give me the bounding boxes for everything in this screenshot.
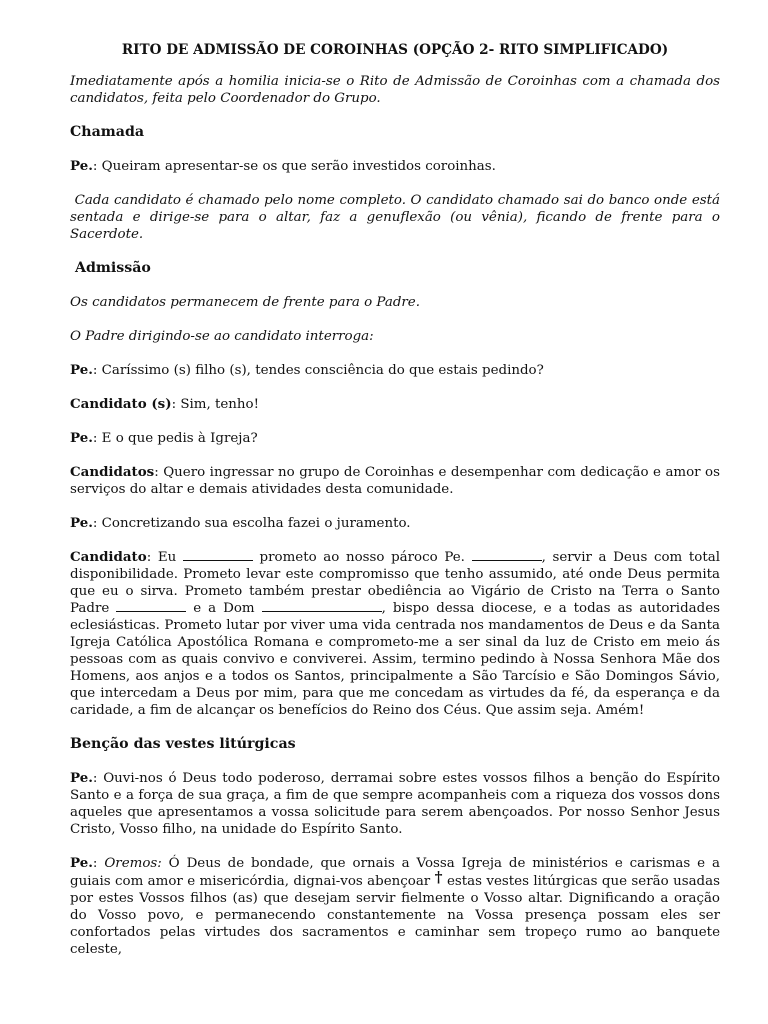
speaker-label: Candidato: [70, 549, 147, 565]
bishop-name-blank: [262, 600, 382, 612]
priest-question-2: Pe.: E o que pedis à Igreja?: [70, 430, 258, 446]
chamada-priest-line: Pe.: Queiram apresentar-se os que serão investidos coroinhas.: [70, 158, 496, 174]
priest-question-1: Pe.: Caríssimo (s) filho (s), tendes consciência do que estais pedindo?: [70, 362, 544, 378]
priest-question-3: Pe.: Concretizando sua escolha fazei o juramento.: [70, 515, 411, 531]
cross-icon: †: [434, 868, 443, 886]
blessing-paragraph-1: Pe.: Ouvi-nos ó Deus todo poderoso, derramai sobre estes vossos filhos a benção do Espírito Santo e a força de sua graça, a fim de que sempre acompanheis com a riqueza dos vossos dons aqueles que apresentamos a vossa solicitude para serem abençoados. Por nosso Senhor Jesus Cristo, Vosso filho, na unidade do Espírito Santo.: [70, 770, 720, 837]
pastor-name-blank: [472, 549, 542, 561]
section-heading-admissao: Admissão: [70, 260, 151, 276]
document-title: RITO DE ADMISSÃO DE COROINHAS (OPÇÃO 2- RITO SIMPLIFICADO): [121, 42, 669, 58]
blessing-paragraph-2: Pe.: Oremos: Ó Deus de bondade, que ornais a Vossa Igreja de ministérios e carismas e a guiais com amor e misericórdia, dignai-vos abençoar † estas vestes litúrgicas que serão usadas por estes Vossos filhos (as) que desejam servir fielmente o Vosso altar. Dignificando a oração do Vosso povo, e permanecendo constantemente na Vossa presença possam eles ser confortados pelas virtudes dos sacramentos e caminhar sem tropeço rumo ao banquete celeste,: [70, 855, 720, 957]
name-blank: [183, 549, 253, 561]
admissao-rubric-1: Os candidatos permanecem de frente para o Padre.: [70, 295, 420, 310]
speaker-label: Pe.: [70, 158, 93, 174]
candidate-answer-1: Candidato (s): Sim, tenho!: [70, 396, 259, 412]
speaker-label: Pe.: [70, 362, 93, 378]
speaker-label: Pe.: [70, 770, 93, 786]
speaker-label: Candidato (s): [70, 396, 172, 412]
speaker-label: Pe.: [70, 515, 93, 531]
section-heading-bencao: Benção das vestes litúrgicas: [70, 736, 296, 752]
chamada-rubric: Cada candidato é chamado pelo nome completo. O candidato chamado sai do banco onde está sentada e dirige-se para o altar, faz a genuflexão (ou vênia), ficando de frente para o Sacerdote.: [70, 193, 725, 242]
speaker-label: Pe.: [70, 855, 93, 871]
pope-name-blank: [116, 600, 186, 612]
speaker-label: Candidatos: [70, 464, 155, 480]
candidate-answer-2: Candidatos: Quero ingressar no grupo de Coroinhas e desempenhar com dedicação e amor os serviços do altar e demais atividades desta comunidade.: [70, 464, 720, 497]
intro-rubric: Imediatamente após a homilia inicia-se o Rito de Admissão de Coroinhas com a chamada dos candidatos, feita pelo Coordenador do Grupo.: [70, 74, 720, 106]
speaker-label: Pe.: [70, 430, 93, 446]
candidate-oath: Candidato: Eu prometo ao nosso pároco Pe. , servir a Deus com total disponibilidade. Prometo levar este compromisso que tenho assumido, até onde Deus permita que eu o sirva. Prometo também prestar obediência ao Vigário de Cristo na Terra o Santo Padre e a Dom , bispo dessa diocese, e a todas as autoridades eclesiásticas. Prometo lutar por viver uma vida centrada nos mandamentos de Deus e da Santa Igreja Católica Apostólica Romana e comprometo-me a ser sinal da luz de Cristo em meio ás pessoas com as quais convivo e conviverei. Assim, termino pedindo à Nossa Senhora Mãe dos Homens, aos anjos e a todos os Santos, principalmente a São Tarcísio e São Domingos Sávio, que intercedam a Deus por mim, para que me concedam as virtudes da fé, da esperança e da caridade, a fim de alcançar os benefícios do Reino dos Céus. Que assim seja. Amém!: [70, 549, 721, 718]
admissao-rubric-2: O Padre dirigindo-se ao candidato interroga:: [70, 329, 374, 344]
section-heading-chamada: Chamada: [70, 124, 145, 140]
